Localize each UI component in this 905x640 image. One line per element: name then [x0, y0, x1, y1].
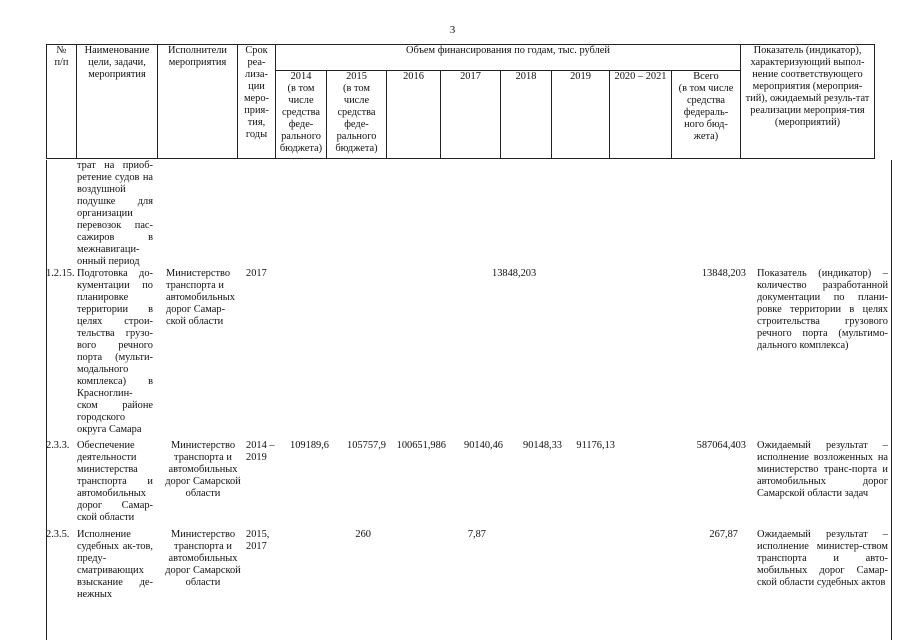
row-2-term: 2014 – 2019: [246, 440, 275, 463]
header-financing: Объем финансирования по годам, тыс. рублей: [276, 45, 741, 71]
header-total: Всего (в том числе средства федераль-ного бюд-жета): [672, 71, 741, 159]
header-2017: 2017: [441, 71, 501, 159]
row-3-num: 2.3.5.: [46, 529, 70, 540]
row-1-num: 1.2.15.: [46, 268, 75, 279]
row-2-executor: Министерство транспорта и автомобильных дорог Самарской области: [165, 440, 241, 499]
continuation-text: трат на приоб-ретение судов на воздушной подушке для организации перевозок пас-сажиров в межнавигаци-онный период: [77, 160, 153, 267]
row-1-term: 2017: [246, 268, 267, 279]
row-1-2017: 13848,203: [492, 268, 537, 279]
header-table: [46, 44, 875, 159]
row-2-indicator: Ожидаемый результат – исполнение возложенных на министерство транс-порта и автомобильных дорог Самарской области задач: [757, 440, 888, 499]
table-body: [46, 160, 892, 640]
row-3-total: 267,87: [709, 529, 738, 540]
row-3-2017: 7,87: [467, 529, 486, 540]
header-2015: 2015 (в том числе средства феде-рального бюджета): [327, 71, 387, 159]
page-number: 3: [449, 24, 456, 36]
header-2014: 2014 (в том числе средства феде-рального бюджета): [276, 71, 327, 159]
header-term: Срок реа-лиза-ции меро-прия-тия, годы: [238, 45, 276, 159]
row-1-total: 13848,203: [701, 268, 746, 279]
row-2-2014: 109189,6: [290, 440, 329, 451]
row-1-name: Подготовка до-кументации по планировке территории в целях строи-тельства грузо-вого речного порта (мульти-модального комплекса) в Красноглин-ском районе городского округа Самара: [77, 268, 153, 435]
row-2-num: 2.3.3.: [46, 440, 70, 451]
header-indicator: Показатель (индикатор), характеризующий выпол-нение соответствующего мероприятия (мероприя-тий), ожидаемый резуль-тат реализации мероприя-тия (мероприятий): [741, 45, 875, 159]
row-2-total: 587064,403: [696, 440, 746, 451]
row-1-indicator: Показатель (индикатор) – количество разработанной документации по плани-ровке территории в целях строительства грузового речного порта (мультимо-дального комплекса): [757, 268, 888, 351]
header-2018: 2018: [501, 71, 552, 159]
table-left-border: [46, 160, 47, 640]
header-num: № п/п: [47, 45, 77, 159]
header-2019: 2019: [552, 71, 610, 159]
header-name: Наименование цели, задачи, мероприятия: [77, 45, 158, 159]
row-3-name: Исполнение судебных ак-тов, преду-сматривающих взыскание де-нежных: [77, 529, 153, 600]
row-3-2015: 260: [355, 529, 371, 540]
row-3-indicator: Ожидаемый результат – исполнение министер-ством транспорта и авто-мобильных дорог Самар-ской области судебных актов: [757, 529, 888, 588]
row-2-2018: 90148,33: [523, 440, 562, 451]
row-2-2017: 90140,46: [464, 440, 503, 451]
row-2-2015: 105757,9: [347, 440, 386, 451]
header-executors: Исполнители мероприятия: [158, 45, 238, 159]
row-2-name: Обеспечение деятельности министерства транспорта и автомобильных дорог Самар-ской области: [77, 440, 153, 523]
row-3-term: 2015, 2017: [246, 529, 270, 552]
row-3-executor: Министерство транспорта и автомобильных дорог Самарской области: [165, 529, 241, 588]
row-2-2019: 91176,13: [576, 440, 615, 451]
header-2020-2021: 2020 – 2021: [610, 71, 672, 159]
table-right-border: [891, 160, 892, 640]
row-1-executor: Министерство транспорта и автомобильных дорог Самар-ской области: [166, 268, 235, 327]
row-2-2016: 100651,986: [396, 440, 446, 451]
header-2016: 2016: [387, 71, 441, 159]
